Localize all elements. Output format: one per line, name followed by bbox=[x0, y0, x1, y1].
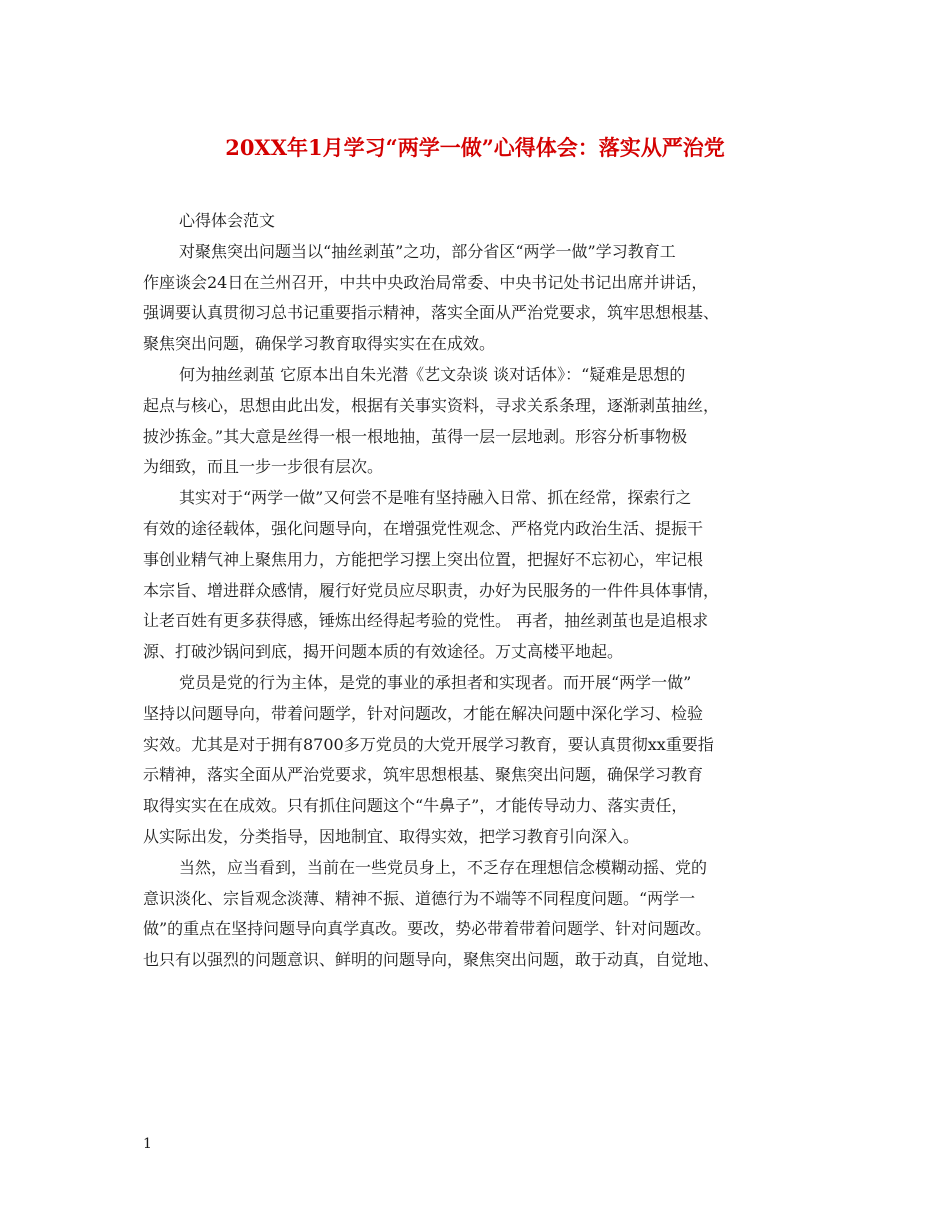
page-number: 1 bbox=[143, 1136, 152, 1152]
text-line: 意识淡化、宗旨观念淡薄、精神不振、道德行为不端等不同程度问题。“两学一 bbox=[143, 888, 696, 908]
text-line: 对聚焦突出问题当以“抽丝剥茧”之功，部分省区“两学一做”学习教育工 bbox=[179, 241, 676, 261]
text-line: 事创业精气神上聚焦用力，方能把学习摆上突出位置，把握好不忘初心，牢记根 bbox=[143, 549, 704, 569]
text-line: 取得实实在在成效。只有抓住问题这个“牛鼻子”，才能传导动力、落实责任， bbox=[143, 796, 688, 816]
document-body bbox=[143, 206, 833, 976]
text-line: 也只有以强烈的问题意识、鲜明的问题导向，聚焦突出问题，敢于动真，自觉地、 bbox=[143, 950, 720, 970]
text-line: 源、打破沙锅问到底，揭开问题本质的有效途径。万丈高楼平地起。 bbox=[143, 642, 624, 662]
text-line: 本宗旨、增进群众感情，履行好党员应尽职责，办好为民服务的一件件具体事情， bbox=[143, 580, 720, 600]
paragraph bbox=[143, 853, 833, 976]
text-line: 起点与核心，思想由此出发，根据有关事实资料，寻求关系条理，逐渐剥茧抽丝， bbox=[143, 395, 720, 415]
text-line: 强调要认真贯彻习总书记重要指示精神，落实全面从严治党要求，筑牢思想根基、 bbox=[143, 303, 720, 323]
text-line: 让老百姓有更多获得感，锤炼出经得起考验的党性。 再者，抽丝剥茧也是追根求 bbox=[143, 611, 709, 631]
text-line: 当然，应当看到，当前在一些党员身上，不乏存在理想信念模糊动摇、党的 bbox=[179, 857, 708, 877]
paragraph bbox=[143, 360, 833, 483]
document-title: 20XX年1月学习“两学一做”心得体会：落实从严治党 bbox=[225, 135, 725, 160]
text-line: 聚焦突出问题，确保学习教育取得实实在在成效。 bbox=[143, 334, 496, 354]
text-line: 做”的重点在坚持问题导向真学真改。要改，势必带着带着问题学、针对问题改。 bbox=[143, 919, 712, 939]
text-line: 有效的途径载体，强化问题导向，在增强党性观念、严格党内政治生活、提振干 bbox=[143, 518, 704, 538]
text-line: 坚持以问题导向，带着问题学，针对问题改，才能在解决问题中深化学习、检验 bbox=[143, 703, 704, 723]
text-line: 从实际出发，分类指导，因地制宜、取得实效，把学习教育引向深入。 bbox=[143, 826, 640, 846]
text-line: 心得体会范文 bbox=[179, 211, 276, 230]
text-line: 披沙拣金。”其大意是丝得一根一根地抽，茧得一层一层地剥。形容分析事物极 bbox=[143, 426, 688, 446]
paragraph bbox=[143, 668, 833, 853]
text-line: 何为抽丝剥茧 它原本出自朱光潜《艺文杂谈 谈对话体》：“疑难是思想的 bbox=[179, 364, 686, 384]
paragraph bbox=[143, 206, 833, 237]
text-line: 为细致，而且一步一步很有层次。 bbox=[143, 457, 384, 477]
paragraph bbox=[143, 237, 833, 360]
paragraph bbox=[143, 483, 833, 668]
text-line: 实效。尤其是对于拥有8700多万党员的大党开展学习教育，要认真贯彻xx重要指 bbox=[143, 734, 714, 754]
text-line: 党员是党的行为主体，是党的事业的承担者和实现者。而开展“两学一做” bbox=[179, 672, 692, 692]
text-line: 其实对于“两学一做”又何尝不是唯有坚持融入日常、抓在经常，探索行之 bbox=[179, 488, 692, 508]
text-line: 作座谈会24日在兰州召开，中共中央政治局常委、中央书记处书记出席并讲话， bbox=[143, 272, 708, 292]
text-line: 示精神，落实全面从严治党要求，筑牢思想根基、聚焦突出问题，确保学习教育 bbox=[143, 765, 704, 785]
